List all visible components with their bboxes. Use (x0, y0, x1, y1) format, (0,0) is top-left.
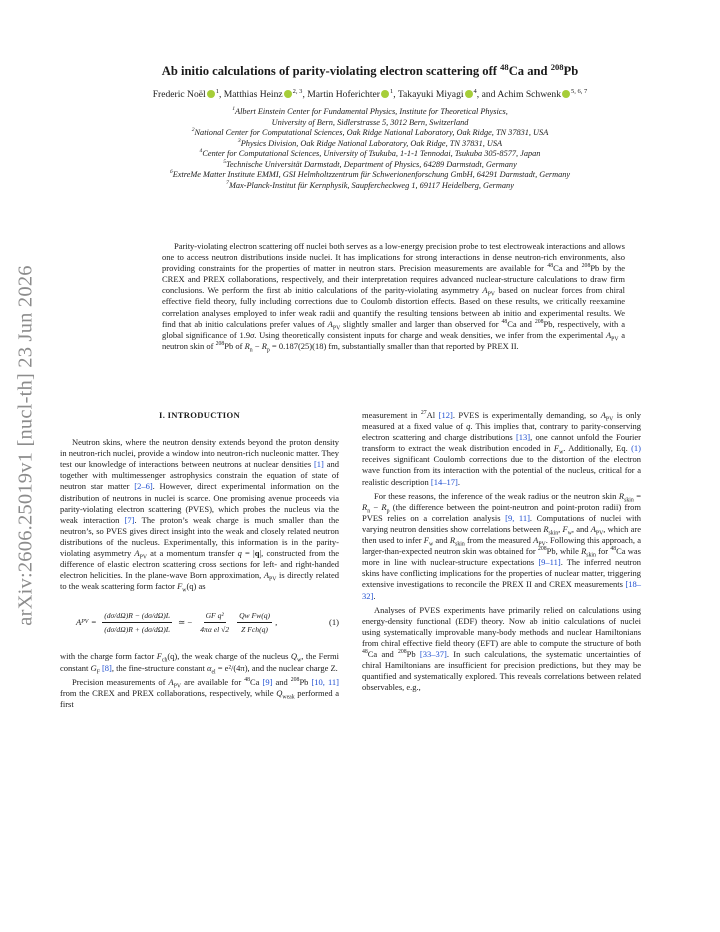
arxiv-identifier-stamp: arXiv:2606.25019v1 [nucl-th] 23 Jun 2026 (14, 264, 37, 626)
paragraph: with the charge form factor $F_{ch}(q)$, the weak charge of the nucleus $Q_w$, the Fermi constant $G_F$ [8], the fine-structure constant $\alpha_{el} = e^2/(4\pi)$, and the nuclear charge Z. (60, 651, 339, 676)
abstract: Parity-violating electron scattering off nuclei both serves as a low-energy precision probe to test electroweak interactions and allows one to access neutron distributions inside nuclei. It has implications for strong interactions in dense neutron-rich environments, also providing constraints for the properties of matter in neutron stars. Precision measurements are available for $^{48}$Ca and $^{208}$Pb by the CREX and PREX collaborations, respectively, and their interpretation requires advanced nuclear-structure calculations to draw firm conclusions. We perform the first ab initio calculations of the parity-violating asymmetry $A_{PV}$ based on nuclear forces from chiral effective field theory, fully including corrections due to Coulomb distortion effects. Based on these results, we critically reexamine correlation analyses employed to infer weak radii and quantify the resulting tensions between ab initio and experimental results. We find that ab initio calculations prefer values of $A_{PV}$ slightly smaller and larger than observed for $^{48}$Ca and $^{208}$Pb, respectively, with a global significance of 1.9σ. Using theoretically consistent inputs for charge and weak densities, we infer from the experimental $A_{PV}$ a neutron skin of $^{208}$Pb of $R_n - R_p = 0.187(25)(18)$ fm, substantially smaller than that reported by PREX II. (162, 241, 626, 354)
equation-1: A PV = $\frac{(d\sigma/d\Omega)R - (d\sigma/d\Omega)L}{(d\sigma/d\Omega)R + (d\sigma/d\Omega)L}$ ≃ − $\frac{\text{GF q²}}{\text{4πα el √2}}$ $\frac{\text{Qw Fw(q)}}{\text{Z Fch(q)}}$ , (1) (76, 610, 339, 634)
author: Matthias Heinz (223, 89, 283, 100)
citation-link[interactable]: [13] (515, 432, 531, 443)
orcid-icon[interactable] (562, 90, 570, 98)
citation-link[interactable]: [9, 11] (505, 512, 530, 523)
section-heading: I. INTRODUCTION (159, 410, 240, 420)
paragraph: Analyses of PVES experiments have primarily relied on calculations using energy-density functional (EDF) theory. Now ab initio calculations of nuclei using systematically improvable many-body methods and nuclear Hamiltonians from chiral effective field theory (EFT) are able to compute the structure of both $^{48}$Ca and $^{208}$Pb [33–37]. In such calculations, the systematic uncertainties of chiral Hamiltonians are insufficient for precision predictions, but they may be quantified and systematically explored. This reveals correlations between related observables, e.g., (362, 604, 641, 693)
orcid-icon[interactable] (465, 90, 473, 98)
affiliation: $^1$Albert Einstein Center for Fundamental Physics, Institute for Theoretical Physics, (232, 106, 508, 116)
citation-link[interactable]: [1] (313, 459, 324, 470)
affiliation-list (50, 107, 690, 191)
author: Martin Hoferichter (307, 89, 380, 100)
author: Frederic Noël (152, 89, 206, 100)
fraction: $\frac{\text{Qw Fw(q)}}{\text{Z Fch(q)}}$ (239, 610, 271, 634)
paper-title: Ab initio calculations of parity-violating electron scattering off $^{48}$Ca and $^{208}$Pb (161, 61, 579, 78)
orcid-icon[interactable] (284, 90, 292, 98)
orcid-icon[interactable] (207, 90, 215, 98)
author-list: Frederic Noël $^1$, Matthias Heinz $^{2, 3}$, Martin Hoferichter $^1$, Takayuki Miyagi $^4$, and Achim Schwenk $^{5, 6, 7}$ (152, 87, 588, 100)
paragraph: measurement in $^{27}$Al [12]. PVES is experimentally demanding, so $A_{PV}$ is only measured at a fixed value of q. This implies that, contrary to parity-conserving electron scattering and charge distributions [13], one cannot unfold the Fourier transform to extract the weak distribution encoded in $F_w$. Additionally, Eq. (1) receives significant Coulomb corrections due to the distortion of the electron wave function from its interaction with the potential of the nucleus, critical for a realistic description [14–17]. (362, 410, 642, 487)
affiliation: $^4$Center for Computational Sciences, University of Tsukuba, 1-1-1 Tennodai, Tsukuba 305-8577, Japan (199, 148, 541, 158)
citation-link[interactable]: [9] (262, 676, 273, 687)
paragraph: For these reasons, the inference of the weak radius or the neutron skin $R_{skin} = R_n - R_p$ (the difference between the point-neutron and point-proton radii) from PVES relies on a correlation analysis [9, 11]. Computations of nuclei with varying neutron densities show correlations between $R_{skin}$, $F_w$, and $A_{PV}$, which are then used to infer $F_w$ and $R_{skin}$ from the measured $A_{PV}$. Following this approach, a larger-than-expected neutron skin was obtained for $^{208}$Pb, while $R_{skin}$ for $^{48}$Ca was more in line with nuclear-structure expectations [9–11]. The inferred neutron skins have conflicting implications for the properties of nuclear matter, triggering extensive investigations to reconcile the PREX II and CREX measurements [18–32]. (362, 490, 641, 601)
fraction: $\frac{(d\sigma/d\Omega)R - (d\sigma/d\Omega)L}{(d\sigma/d\Omega)R + (d\sigma/d\Omega)L}$ (104, 610, 171, 634)
equation-reference-link[interactable]: (1) (631, 443, 641, 454)
affiliation: University of Bern, Sidlerstrasse 5, 3012 Bern, Switzerland (271, 117, 469, 127)
affiliation: $^2$National Center for Computational Sciences, Oak Ridge National Laboratory, Oak Ridge, TN 37831, USA (191, 127, 549, 137)
author: Achim Schwenk (497, 89, 562, 100)
paragraph: Neutron skins, where the neutron density extends beyond the proton density in neutron-rich nuclei, provide a window into neutron-rich nucleonic matter. They test our knowledge of interactions between neutrons at nuclear densities [1] and together with multimessenger astrophysics constrain the equation of state of neutron star matter [2–6]. However, direct experimental information on the distribution of neutrons in nuclei is scarce. One promising avenue proceeds via parity-violating electron scattering (PVES), which probes the nucleus via the weak interaction [7]. The proton’s weak charge is much smaller than the neutron’s, so PVES gives direct insight into the weak and closely related neutron distributions of the nucleus. Experimentally, this information is in the parity-violating asymmetry $A_{PV}$ at a momentum transfer q = |q|, constructed from the difference of elastic electron scattering cross sections for left- and right-handed electron helicities. In the plane-wave Born approximation, $A_{PV}$ is directly related to the weak scattering form factor $F_w(q)$ as (60, 437, 340, 594)
citation-link[interactable]: [14–17] (430, 476, 458, 487)
affiliation: $^5$Technische Universität Darmstadt, Department of Physics, 64289 Darmstadt, Germany (223, 158, 517, 169)
citation-link[interactable]: [7] (124, 514, 135, 525)
citation-link[interactable]: [8] (101, 662, 112, 673)
citation-link[interactable]: [12] (438, 410, 453, 420)
fraction: $\frac{\text{GF q²}}{\text{4πα el √2}}$ (200, 610, 230, 634)
affiliation: $^7$Max-Planck-Institut für Kernphysik, Saupfercheckweg 1, 69117 Heidelberg, Germany (226, 179, 514, 190)
orcid-icon[interactable] (381, 90, 389, 98)
citation-link[interactable]: [2–6] (134, 481, 153, 492)
author: Takayuki Miyagi (397, 89, 464, 100)
affiliation: $^6$ExtreMe Matter Institute EMMI, GSI Helmholtzzentrum für Schwerionenforschung GmbH, 64291 Darmstadt, Germany (169, 169, 571, 179)
citation-link[interactable]: [10, 11] (311, 676, 339, 687)
citation-link[interactable]: [9–11] (538, 557, 561, 568)
paragraph: Precision measurements of $A_{PV}$ are available for $^{48}$Ca [9] and $^{208}$Pb [10, 11] from the CREX and PREX collaborations, respectively, while $Q_{weak}$ performed a first (60, 676, 339, 709)
equation-number: (1) (328, 616, 339, 627)
citation-link[interactable]: [18–32] (362, 579, 641, 601)
citation-link[interactable]: [33–37] (419, 648, 447, 659)
affiliation: $^3$Physics Division, Oak Ridge National Laboratory, Oak Ridge, TN 37831, USA (237, 137, 503, 148)
right-column (362, 410, 641, 693)
left-column (60, 409, 339, 710)
